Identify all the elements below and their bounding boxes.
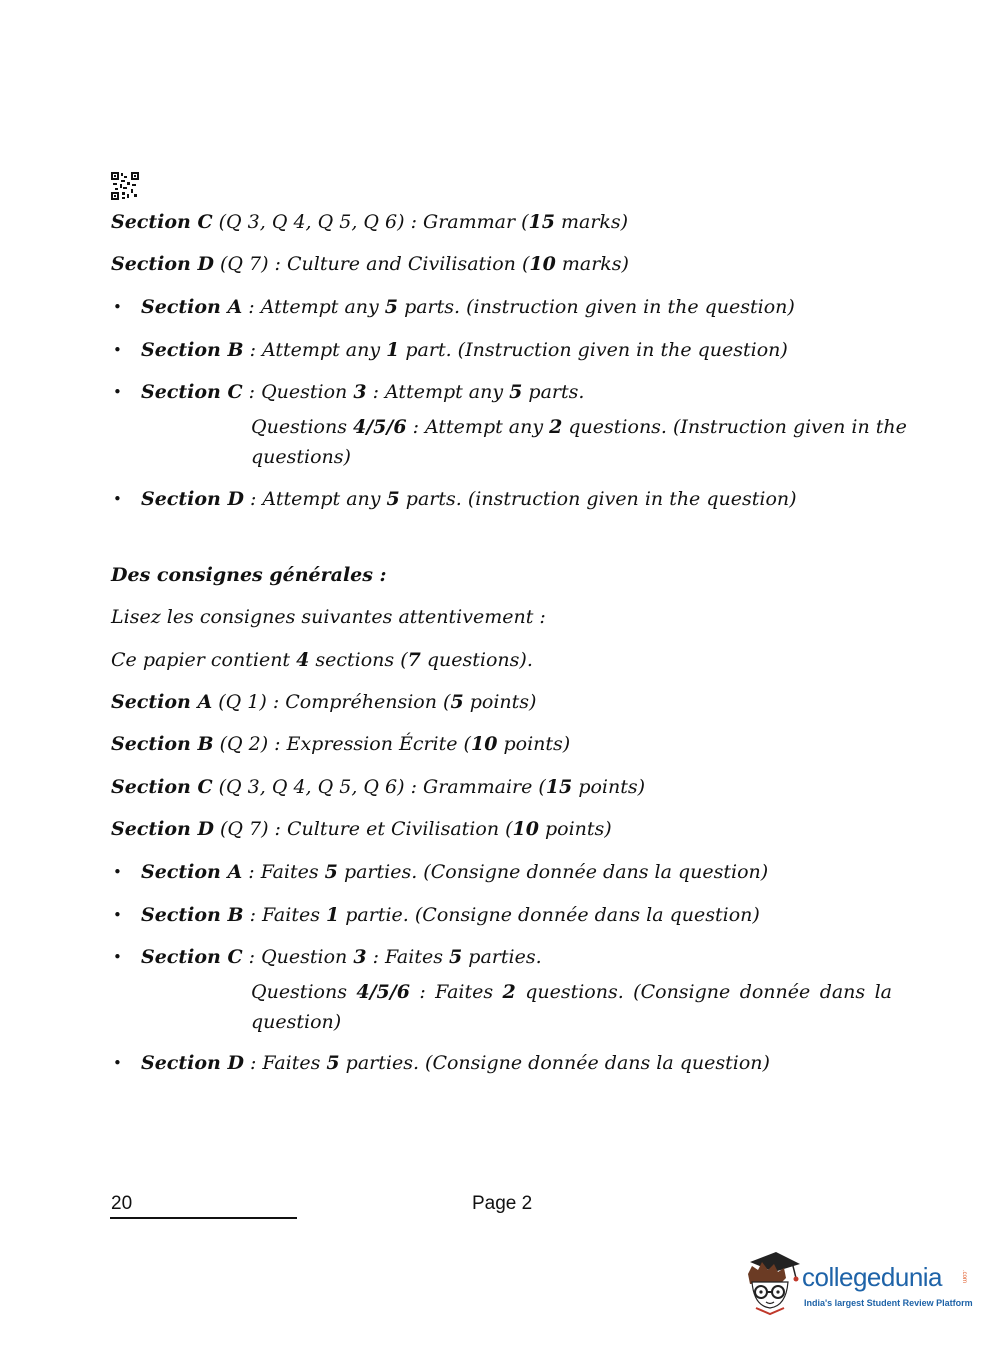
instruction-section-c-sub-cont: questions) [251, 446, 351, 468]
consigne-section-c-sub-cont: question) [251, 1011, 342, 1033]
bullet: • [113, 906, 122, 924]
instruction-section-d: Section D : Attempt any 5 parts. (instruction given in the question) [141, 488, 797, 510]
bullet: • [113, 948, 122, 966]
instruction-section-a: Section A : Attempt any 5 parts. (instruction given in the question) [141, 296, 795, 318]
paper-code: 20 [111, 1193, 133, 1214]
french-section-d: Section D (Q 7) : Culture et Civilisation (10 points) [111, 818, 612, 840]
bullet: • [113, 298, 122, 316]
brand-domain: .com [961, 1270, 967, 1284]
bullet: • [113, 863, 122, 881]
consigne-section-a: Section A : Faites 5 parties. (Consigne donnée dans la question) [141, 861, 769, 883]
consigne-section-b: Section B : Faites 1 partie. (Consigne donnée dans la question) [141, 904, 760, 926]
brand-name: collegedunia [802, 1262, 943, 1292]
instruction-section-c: Section C : Question 3 : Attempt any 5 parts. [141, 381, 585, 403]
instruction-section-c-sub: Questions 4/5/6 : Attempt any 2 questions. (Instruction given in the [251, 416, 907, 438]
french-section-b: Section B (Q 2) : Expression Écrite (10 points) [111, 733, 571, 755]
consigne-section-c-sub: Questions 4/5/6 : Faites 2 questions. (Consigne donnée dans la [251, 981, 892, 1003]
french-paper-info: Ce papier contient 4 sections (7 questions). [111, 649, 533, 671]
footer-divider [110, 1217, 297, 1219]
mascot-icon [742, 1248, 802, 1318]
qr-code-icon [111, 172, 139, 200]
section-c-weight: Section C (Q 3, Q 4, Q 5, Q 6) : Grammar (15 marks) [111, 211, 629, 233]
french-intro: Lisez les consignes suivantes attentivement : [111, 606, 546, 628]
consigne-section-d: Section D : Faites 5 parties. (Consigne donnée dans la question) [141, 1052, 770, 1074]
brand-tagline: India's largest Student Review Platform [804, 1298, 973, 1308]
section-d-weight: Section D (Q 7) : Culture and Civilisation (10 marks) [111, 253, 629, 275]
consigne-section-c: Section C : Question 3 : Faites 5 parties. [141, 946, 542, 968]
french-heading: Des consignes générales : [111, 564, 387, 586]
bullet: • [113, 341, 122, 359]
instruction-section-b: Section B : Attempt any 1 part. (Instruction given in the question) [141, 339, 788, 361]
bullet: • [113, 383, 122, 401]
page-number: Page 2 [472, 1193, 533, 1214]
bullet: • [113, 490, 122, 508]
french-section-a: Section A (Q 1) : Compréhension (5 points) [111, 691, 537, 713]
bullet: • [113, 1054, 122, 1072]
french-section-c: Section C (Q 3, Q 4, Q 5, Q 6) : Grammaire (15 points) [111, 776, 646, 798]
collegedunia-logo [742, 1248, 972, 1318]
